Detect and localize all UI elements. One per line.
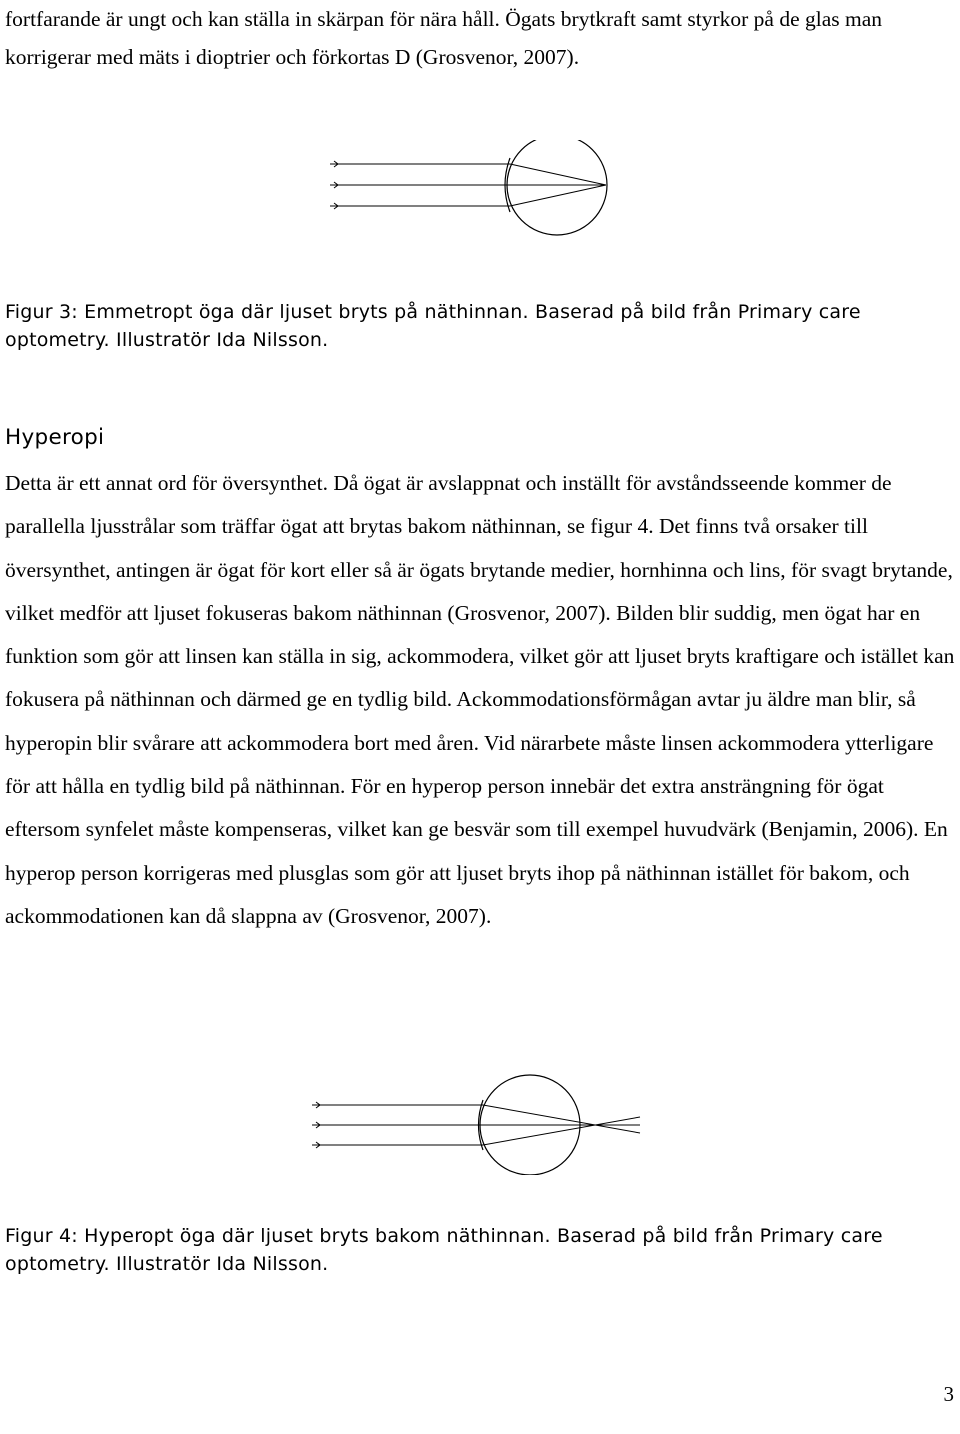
refracted-ray-bottom (483, 1117, 640, 1145)
refracted-ray-top (510, 164, 606, 185)
hyperopic-eye-illustration (0, 1070, 960, 1175)
eyeball-outline (507, 140, 607, 235)
section-heading: Hyperopi (5, 425, 105, 450)
emmetropic-eye-illustration (0, 140, 960, 245)
refracted-ray-bottom (510, 185, 606, 206)
figure-4-hyperopic-eye-diagram (0, 1070, 960, 1175)
figure-4-caption: Figur 4: Hyperopt öga där ljuset bryts bakom näthinnan. Baserad på bild från Primary care optometry. Illustratör Ida Nilsson. (5, 1225, 883, 1275)
section-body-paragraph: Detta är ett annat ord för översynthet. Då ögat är avslappnat och inställt för avståndsseende kommer de parallella ljusstrålar som träffar ögat att brytas bakom näthinnan, se figur 4. Det finns två orsaker till översynthet, antingen är ögat för kort eller så är ögats brytande medier, hornhinna och lins, för svagt brytande, vilket medför att ljuset fokuseras bakom näthinnan (Grosvenor, 2007). Bilden blir suddig, men ögat har en funktion som gör att linsen kan ställa in sig, ackommodera, vilket gör att ljuset bryts kraftigare och istället kan fokusera på näthinnan och därmed ge en tydlig bild. Ackommodationsförmågan avtar ju äldre man blir, så hyperopin blir svårare att ackommodera bort med åren. Vid närarbete måste linsen ackommodera ytterligare för att hålla en tydlig bild på näthinnan. För en hyperop person innebär det extra ansträngning för ögat eftersom synfelet måste kompenseras, vilket kan ge besvär som till exempel huvudvärk (Benjamin, 2006). En hyperop person korrigeras med plusglas som gör att ljuset bryts ihop på näthinnan istället för bakom, och ackommodationen kan då slappna av (Grosvenor, 2007). (5, 471, 955, 928)
page-number: 3 (943, 1382, 954, 1406)
refracted-ray-top (483, 1105, 640, 1133)
intro-paragraph: fortfarande är ungt och kan ställa in skärpan för nära håll. Ögats brytkraft samt styrkor på de glas man korrigerar med mäts i dioptrier och förkortas D (Grosvenor, 2007). (5, 7, 883, 69)
figure-3-emmetropic-eye-diagram (0, 140, 960, 245)
figure-3-caption: Figur 3: Emmetropt öga där ljuset bryts på näthinnan. Baserad på bild från Primary care optometry. Illustratör Ida Nilsson. (5, 301, 861, 351)
